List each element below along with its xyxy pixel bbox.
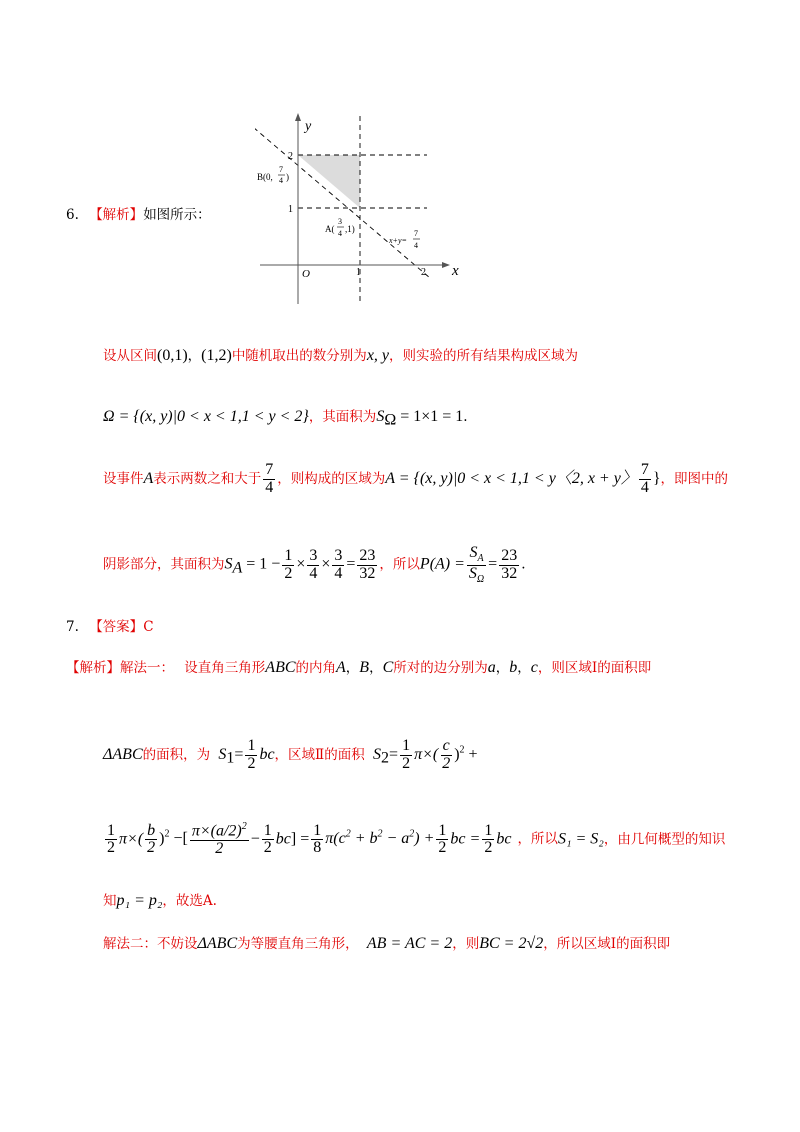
q6-p1-text-a: 设从区间 [103,348,157,364]
frac-den: 2 [438,839,447,857]
q6-p4-text-a: 阴影部分，其面积为 [103,556,225,573]
fraction-sa-somega [467,545,486,585]
tick-y1: 1 [288,204,293,215]
prob-a: P(A) = [419,555,465,573]
fraction-1-2 [282,548,294,583]
angle-b: B [359,659,370,676]
sa-symbol: S [224,555,233,573]
frac-num: 1 [313,821,322,839]
ab-eq-ac: AB = AC = 2 [366,935,453,952]
q6-p2-end: . [463,409,468,425]
vars-xy: x, y [366,347,390,364]
frac-num: 1 [484,821,493,839]
frac-den: 2 [263,839,272,857]
frac-num: 3 [334,546,343,564]
fraction-23-32b [499,548,519,583]
fraction-c-2 [440,738,452,773]
frac-num: 1 [263,821,272,839]
s1-symbol: S [218,745,227,763]
s2-symbol: S [373,745,382,763]
point-a-num: 3 [338,217,342,226]
q6-p4-end: . [521,556,526,573]
sa-eq: = 1 − [242,555,281,573]
omega-area-s: S [376,408,385,425]
q6-p3-text-c: ，则构成的区域为 [277,470,386,487]
point-a-post: ,1) [345,224,355,234]
tick-y2: 2 [288,151,293,162]
frac-den: 4 [265,478,274,496]
frac-den: 32 [501,564,518,582]
fraction-1-2-s2 [400,738,412,773]
x-axis-arrow [442,262,450,268]
frac-den: 4 [334,564,343,582]
triangle-abc-3: ΔABC [197,935,238,952]
point-b-den: 4 [279,176,283,185]
frac-num [467,545,485,566]
fraction-1-2-l3d [482,823,494,858]
q7-line-1: 【解析】解法一： 设直角三角形ABC的内角A，B，C所对的边分别为a，b，c，则区域Ⅰ的面积即 [66,659,652,676]
q7-header [66,615,154,635]
fraction-1-2-l3c [436,823,448,858]
angle-a: A [336,659,346,676]
frac-den: 2 [247,754,256,772]
omega-set: Ω = {(x, y)|0 < x < 1,1 < y < 2} [103,408,309,425]
triangle-abc: ABC [265,659,296,676]
event-a-set-end: } [652,469,661,487]
frac-num: $\pi\times(a/2)^2$ [191,821,247,840]
q7-l5-text-d: ，所以区域Ⅰ的面积即 [543,936,671,952]
frac-num: 1 [107,821,115,839]
q7-analysis-tag: 【解析】 [66,660,120,676]
q6-p1-sep: ， [187,348,202,364]
bc-eq: BC = 2√2 [479,935,544,952]
point-b-pre: B(0, [257,172,273,182]
q6-number: 6. [66,207,79,223]
fraction-1-2-l3b [262,823,274,858]
tick-x1: 1 [356,267,361,278]
point-b-num: 7 [279,165,283,174]
q6-analysis-tag: 【解析】 [89,207,144,223]
q7-line-3: $\frac{1}{2}$ π×( $\frac{b}{2}$ )$^2$ −[ $\frac{\pi\times(a/2)^2}{2}$ − $\frac{1}{2}$ bc] = $\frac{1}{8}$ $\pi(c^2 + b^2 - a^2)$ + $\frac{1}{2}$ bc = $\frac{1}{2}$ bc ，所以S₁ = S₂，由几何概型的知识 [107,821,726,858]
frac-den: 2 [147,839,156,857]
frac-num: 3 [309,546,318,564]
side-c: c [530,659,538,676]
point-a-pre: A( [325,224,335,234]
event-a: A [143,469,154,487]
interval-2: (1,2) [201,347,232,364]
q6-p3-text-d: ，即图中的 [660,470,729,487]
fraction-1-2-l3 [105,823,117,858]
tick-x2: 2 [421,267,426,278]
line-x-plus-y [255,110,430,278]
frac-num: 7 [640,461,649,478]
q6-region-graph [255,108,470,308]
frac-den: 2 [402,754,411,772]
line-label-num: 7 [414,229,418,238]
q6-p4-text-b: ，所以 [379,556,420,573]
q7-line-4 [103,889,217,910]
p1-eq-p2: p₁ = p₂ [116,892,163,909]
q6-para-2 [103,405,468,430]
q7-l5-text-c: ，则 [452,936,480,952]
q6-p3-text-b: 表示两数之和大于 [153,470,262,487]
q7-l4-text-a: 知 [103,893,117,909]
fraction-23-32 [357,548,377,583]
frac-num: 1 [247,737,256,754]
frac-den: 2 [284,564,293,582]
q7-line-2: ΔABC的面积，为 $S_1=$ $\frac{1}{2}$ bc，区域Ⅱ的面积 $S_2=$ $\frac{1}{2}$ π×( $\frac{c}{2}$ )$^2$ + [103,737,478,772]
interval-1: (0,1) [157,347,188,364]
q7-l3-text-b: ，由几何概型的知识 [603,831,726,848]
q7-line-5 [103,932,670,953]
fraction-set-7-4 [639,462,651,497]
omega-area-val: = 1×1 = 1 [396,408,464,425]
ratio-den-sub: Ω [476,573,485,585]
fraction-b-2 [145,823,157,858]
frac-den: 2 [215,840,224,858]
x-axis-label: x [452,263,459,279]
q6-p2-text: ，其面积为 [308,409,377,425]
fraction-7-4 [263,462,275,497]
event-a-set: A = {(x, y)|0 < x < 1,1 < y〈2, x + y〉 [385,469,637,487]
q7-l1-text-b: 的内角 [295,660,337,676]
frac-den [467,566,486,586]
sa-sub: A [232,559,243,577]
angle-c: C [382,659,394,676]
s1-eq-s2: S₁ = S₂ [557,830,604,848]
q7-choice: A. [202,893,217,909]
omega-area-sub: Ω [384,411,397,429]
q7-l5-text-a: 不妨设 [157,936,198,952]
frac-num: 7 [265,461,274,478]
ratio-den-s: S [468,564,477,582]
point-a-den: 4 [338,229,342,238]
q7-number: 7. [66,619,79,635]
ratio-num-s: S [469,544,478,561]
q6-intro: 如图所示： [143,207,211,223]
frac-den: 8 [313,839,322,857]
frac-den: 2 [107,839,115,857]
frac-den: 4 [309,564,318,582]
point-b-post: ) [286,172,289,182]
q7-l1-text-d: ，则区域Ⅰ的面积即 [537,660,652,676]
side-a: a [487,659,496,676]
q7-l4-text-b: ，故选 [162,893,203,909]
q7-answer: C [143,619,154,635]
shaded-region [298,155,360,208]
q6-header [66,203,211,223]
y-axis-arrow [295,113,301,121]
fraction-3-4 [307,548,319,583]
q7-l3-text-a: ，所以 [517,831,558,848]
q7-l1-text-a: 设直角三角形 [184,660,266,676]
q6-para-4: 阴影部分，其面积为$S_A = 1$ − $\frac{1}{2}$ × $\frac{3}{4}$ × $\frac{3}{4}$ = $\frac{23}{32}$ ，所以P(A) = $\frac{S_A}{S_\Omega}$ = $\frac{23}{32}$ . [103,544,526,585]
q6-p1-text-c: ，则实验的所有结果构成区域为 [389,348,579,364]
frac-num: 1 [438,821,447,839]
frac-num: 23 [359,546,376,564]
frac-den: 2 [484,839,493,857]
q7-answer-tag: 【答案】 [89,619,144,635]
line-label-pre: x+y= [389,236,407,245]
frac-num: c [442,737,450,754]
fraction-pi-a [190,822,249,858]
q6-para-1 [103,344,578,365]
triangle-abc-2: ΔABC [103,745,143,763]
q6-p1-text-b: 中随机取出的数分别为 [231,348,367,364]
side-b: b [509,659,518,676]
fraction-3-4b [332,548,344,583]
q7-l2-text-a: 的面积，为 [142,746,211,763]
q7-l1-text-c: 所对的边分别为 [393,660,488,676]
ratio-num-sub: A [477,553,484,565]
frac-den: 4 [640,478,649,496]
q7-l5-text-b: 为等腰直角三角形， [237,936,359,952]
frac-num: 1 [402,737,411,754]
fraction-1-2-s1 [245,738,257,773]
frac-den: 2 [442,754,451,772]
q6-para-3 [103,462,728,497]
line-label-den: 4 [414,241,418,250]
q6-p3-text-a: 设事件 [103,470,144,487]
q7-l2-text-b: ，区域Ⅱ的面积 [274,746,365,763]
q7-method-1: 解法一： [120,660,174,676]
y-axis-label: y [305,119,312,134]
fraction-1-8 [311,823,323,858]
frac-num: 1 [284,546,293,564]
frac-num: 23 [501,546,518,564]
frac-num: b [147,821,156,839]
origin-label: O [302,268,310,280]
q7-method-2: 解法二： [103,936,157,952]
frac-den: 32 [359,564,376,582]
